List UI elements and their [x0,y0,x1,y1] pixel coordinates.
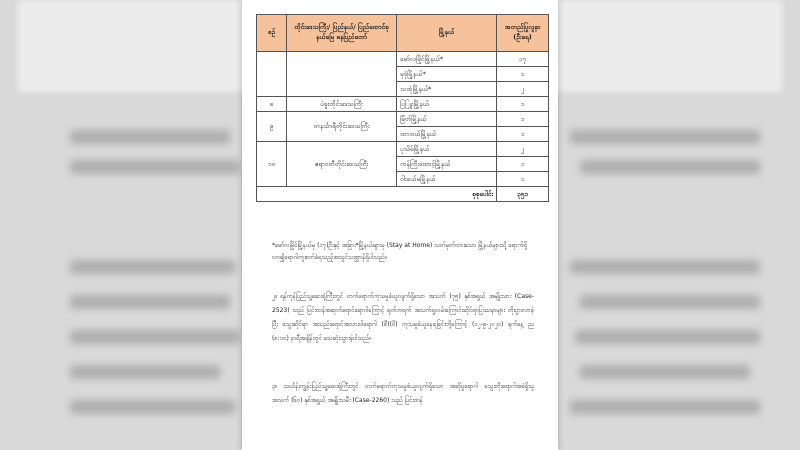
document-page [242,0,558,450]
total-value: ၃၅၁ [497,187,549,202]
header-no: စဉ် [257,15,287,52]
row-count: ၁ [497,157,549,172]
table-row [257,52,549,67]
row-region: တနင်္သာရီတိုင်းဒေသကြီး [287,112,397,142]
row-region [287,52,397,97]
row-count: ၂ [497,82,549,97]
total-row [257,187,549,202]
table-row [257,97,549,112]
row-township: ကန်ကြီးထောင့်မြို့နယ် [397,157,497,172]
row-township: ပြြူးမြို့နယ် [397,97,497,112]
row-township: မုဒုံမြို့နယ်* [397,67,497,82]
row-count: ၂ [497,142,549,157]
table-row [257,112,549,127]
row-township: ဝါးခယ်မမြို့နယ် [397,172,497,187]
row-region: ပဲခူးတိုင်းဒေသကြီး [287,97,397,112]
paragraph-3: ၃။ သင်္ဃန်းကျွန်းပြည်သူ့ဆေးရုံကြီးတွင် တက်ရောက်ကုသမှုခံယူလျက်ရှိသော အဆိုပွရောဂါ သွေးတိုးရောဂါအခံရှိသူ အသက် (၆၀) နှစ်အရွယ် အမျိုးသမီး (Case-2260) သည် ပြင်းထန် [272,383,534,404]
table-footnote: *မော်လမြိုင်မြို့နယ်မှ (၁၇)ဦးနှင့် အခြား*မြို့နယ်များမှ (Stay at Home) သတ်မှတ်ထားသော မြို့နယ်များသို့ ရောက်ရှိလာ၍ရောဂါကူးစက်ခံရသည့်အသွင်သဏ္ဌာန်ရှိပါသည်။ [272,242,527,261]
row-no [257,52,287,97]
row-count: ၁ [497,112,549,127]
total-label: စုစုပေါင်း [257,187,497,202]
row-count: ၁ [497,172,549,187]
paragraph-2: ၂။ ရန်ကုန်ပြည်သူ့ဆေးရုံကြီးတွင် တက်ရောက်ကုသမှုခံယူလျက်ရှိသော အသက် (၇၅) နှစ်အရွယ် အမျိုးသား (Case-2523) သည် ပြင်းထန်အဆုတ်ရောင်ရောဂါကြောင့် ရုတ်တရက် အသက်ရှုလမ်းကြောင်းဆိုင်ရာပြဿနာများ တိုးပွားလာခဲ့ပြီး သွေးဆိုင်ရာ အသည်းရောင်အသားဝါရောဂါ (စီ)(ဝိ) ကုသမှုခံယူနေရခြင်းတို့ကြောင့် (၁၂-၉-၂၀၂၀) ရက်နေ့ ည (၈:၁၀) နာရီအချိန်တွင် သေဆုံးသွားခဲ့ပါသည်။ [272,293,534,342]
row-township: မော်လမြိုင်မြို့နယ်* [397,52,497,67]
row-count: ၁ [497,127,549,142]
row-township: သထုံမြို့နယ်* [397,82,497,97]
table-header-row [257,15,549,52]
row-no: ၉ [257,112,287,142]
header-township: မြို့နယ် [397,15,497,52]
table-row [257,142,549,157]
row-count: ၁ [497,67,549,82]
row-region: ဧရာဝတီတိုင်းဒေသကြီး [287,142,397,187]
row-no: ၈ [257,97,287,112]
row-no: ၁၀ [257,142,287,187]
row-township: ထားဝယ်မြို့နယ် [397,127,497,142]
cases-table [256,14,549,202]
row-township: ပုသိမ်မြို့နယ် [397,142,497,157]
row-township: မြိတ်မြို့နယ် [397,112,497,127]
header-count: အတည်ပြုလူနာ (ဦးရေ) [497,15,549,52]
header-region: တိုင်းဒေသကြီး/ ပြည်နယ်/ ပြည်ထောင်စုနယ်မြေ ဓနပြည်တော် [287,15,397,52]
row-count: ၁၇ [497,52,549,67]
row-count: ၁ [497,97,549,112]
